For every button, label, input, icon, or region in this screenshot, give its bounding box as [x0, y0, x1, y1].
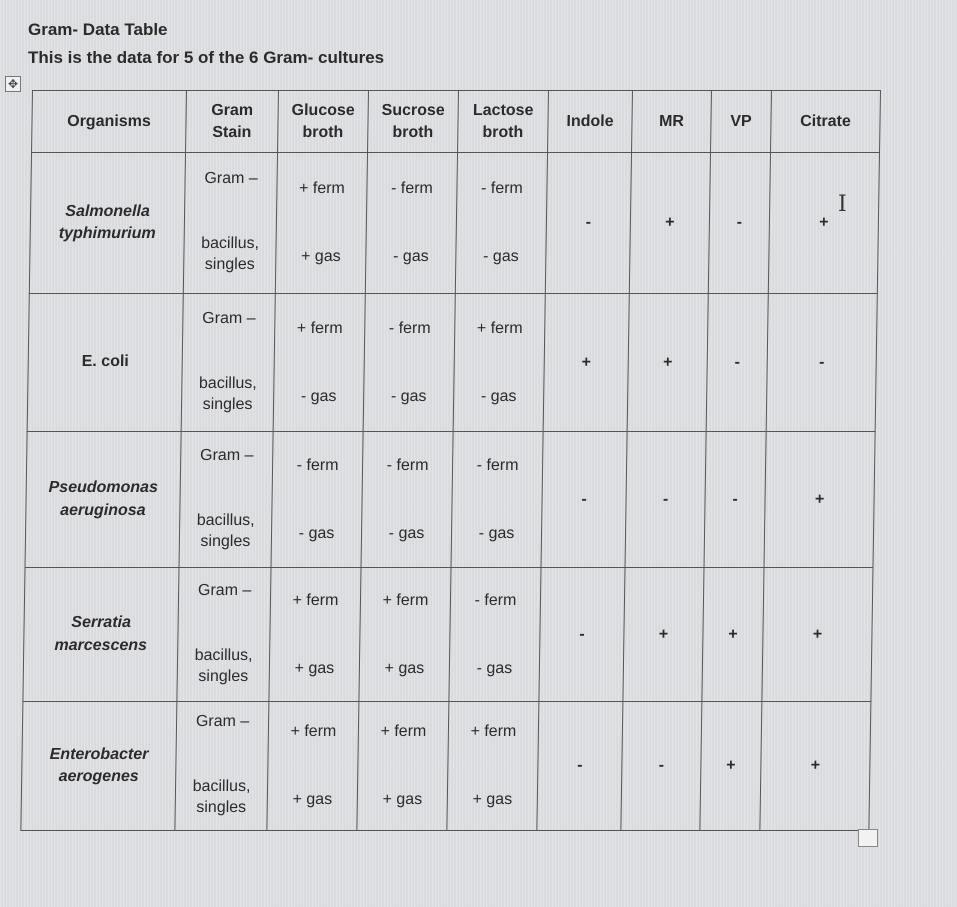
glucose-cell[interactable]: - ferm - gas: [271, 432, 363, 568]
indole-cell[interactable]: -: [545, 153, 631, 294]
table-move-handle-icon[interactable]: ✥: [5, 76, 21, 92]
header-lactose-broth[interactable]: Lactose broth: [458, 91, 549, 153]
header-indole[interactable]: Indole: [548, 91, 633, 153]
vp-cell[interactable]: -: [704, 432, 766, 568]
header-glucose-broth[interactable]: Glucose broth: [278, 91, 369, 153]
header-sucrose-broth[interactable]: Sucrose broth: [368, 91, 459, 153]
header-citrate[interactable]: Citrate: [771, 91, 881, 153]
header-gram-stain[interactable]: Gram Stain: [186, 91, 279, 153]
gram-stain-cell[interactable]: Gram – bacillus, singles: [183, 153, 277, 294]
indole-cell[interactable]: +: [543, 294, 629, 432]
table-row: [29, 153, 879, 294]
gram-stain-cell[interactable]: Gram – bacillus, singles: [177, 568, 271, 702]
gram-data-table[interactable]: [20, 90, 881, 831]
table-resize-handle-icon[interactable]: [858, 829, 878, 847]
text-cursor-icon: I: [838, 192, 847, 217]
header-vp[interactable]: VP: [711, 91, 772, 153]
document-title: Gram- Data Table: [28, 20, 168, 39]
document-subtitle: This is the data for 5 of the 6 Gram- cultures: [28, 48, 385, 67]
mr-cell[interactable]: +: [627, 294, 708, 432]
citrate-cell[interactable]: +: [760, 702, 871, 831]
lactose-cell[interactable]: - ferm - gas: [451, 432, 543, 568]
organism-cell[interactable]: Serratia marcescens: [23, 568, 179, 702]
glucose-cell[interactable]: + ferm + gas: [269, 568, 361, 702]
glucose-cell[interactable]: + ferm - gas: [273, 294, 365, 432]
mr-cell[interactable]: +: [623, 568, 704, 702]
mr-cell[interactable]: -: [625, 432, 706, 568]
gram-stain-cell[interactable]: Gram – bacillus, singles: [175, 702, 269, 831]
table-row: [21, 702, 871, 831]
organism-cell[interactable]: Salmonella typhimurium: [29, 153, 185, 294]
table-row: [23, 568, 873, 702]
organism-cell[interactable]: E. coli: [27, 294, 183, 432]
table-row: [25, 432, 875, 568]
vp-cell[interactable]: +: [700, 702, 762, 831]
vp-cell[interactable]: -: [708, 153, 770, 294]
organism-cell[interactable]: Pseudomonas aeruginosa: [25, 432, 181, 568]
gram-stain-cell[interactable]: Gram – bacillus, singles: [181, 294, 275, 432]
organism-cell[interactable]: Enterobacter aerogenes: [21, 702, 177, 831]
vp-cell[interactable]: -: [706, 294, 768, 432]
header-organisms[interactable]: Organisms: [32, 91, 187, 153]
sucrose-cell[interactable]: - ferm - gas: [365, 153, 457, 294]
lactose-cell[interactable]: - ferm - gas: [449, 568, 541, 702]
glucose-cell[interactable]: + ferm + gas: [267, 702, 359, 831]
lactose-cell[interactable]: + ferm + gas: [447, 702, 539, 831]
glucose-cell[interactable]: + ferm + gas: [275, 153, 367, 294]
lactose-cell[interactable]: + ferm - gas: [453, 294, 545, 432]
gram-stain-cell[interactable]: Gram – bacillus, singles: [179, 432, 273, 568]
lactose-cell[interactable]: - ferm - gas: [455, 153, 547, 294]
sucrose-cell[interactable]: + ferm + gas: [357, 702, 449, 831]
table-header-row: [32, 91, 881, 153]
vp-cell[interactable]: +: [702, 568, 764, 702]
sucrose-cell[interactable]: - ferm - gas: [363, 294, 455, 432]
sucrose-cell[interactable]: - ferm - gas: [361, 432, 453, 568]
citrate-cell[interactable]: +: [768, 153, 879, 294]
citrate-cell[interactable]: +: [764, 432, 875, 568]
citrate-cell[interactable]: -: [766, 294, 877, 432]
indole-cell[interactable]: -: [541, 432, 627, 568]
mr-cell[interactable]: +: [629, 153, 710, 294]
header-mr[interactable]: MR: [632, 91, 712, 153]
citrate-cell[interactable]: +: [762, 568, 873, 702]
table-row: [27, 294, 877, 432]
sucrose-cell[interactable]: + ferm + gas: [359, 568, 451, 702]
mr-cell[interactable]: -: [621, 702, 702, 831]
indole-cell[interactable]: -: [537, 702, 623, 831]
indole-cell[interactable]: -: [539, 568, 625, 702]
